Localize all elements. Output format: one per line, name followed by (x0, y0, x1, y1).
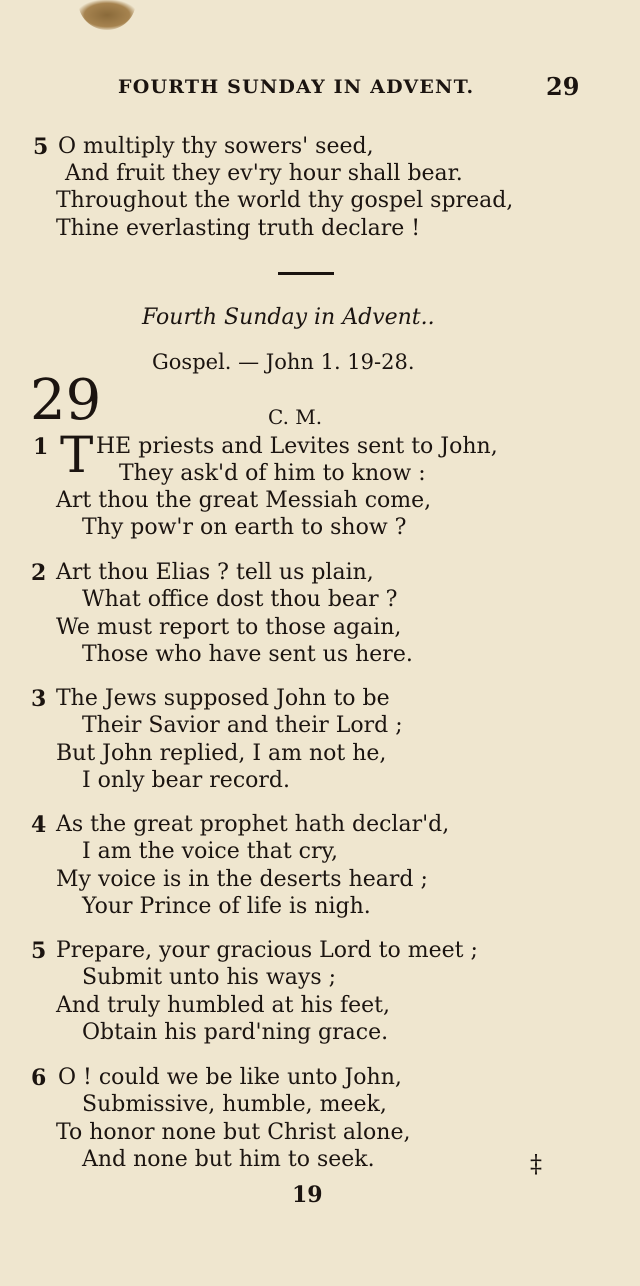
gospel-reference: Gospel. — John 1. 19-28. (152, 350, 415, 374)
stanza-number: 5 (31, 938, 47, 964)
page-number: 29 (546, 72, 580, 101)
verse-line: And truly humbled at his feet, (56, 993, 390, 1018)
verse-line: And none but him to seek. (82, 1147, 375, 1172)
verse-line: O ! could we be like unto John, (58, 1065, 402, 1090)
stanza-number: 6 (31, 1065, 47, 1091)
occasion-title: Fourth Sunday in Advent.. (142, 305, 435, 330)
stanza-number: 1 (33, 434, 49, 460)
verse-line: As the great prophet hath declar'd, (56, 812, 450, 837)
verse-line: Submit unto his ways ; (82, 965, 337, 990)
verse-line: I only bear record. (82, 768, 290, 793)
verse-line: Their Savior and their Lord ; (82, 713, 403, 738)
paper-stain (78, 0, 136, 30)
verse-line: Art thou Elias ? tell us plain, (56, 560, 374, 585)
verse-line: But John replied, I am not he, (56, 741, 387, 766)
verse-line: To honor none but Christ alone, (56, 1120, 411, 1145)
printer-mark: ‡ (530, 1150, 542, 1178)
section-divider (278, 272, 334, 275)
verse-line: My voice is in the deserts heard ; (56, 867, 428, 892)
verse-line: Throughout the world thy gospel spread, (56, 188, 514, 213)
verse-line: They ask'd of him to know : (119, 461, 426, 486)
verse-line: And fruit they ev'ry hour shall bear. (65, 161, 463, 186)
verse-line: Those who have sent us here. (82, 642, 413, 667)
verse-line: HE priests and Levites sent to John, (96, 434, 498, 459)
running-title: FOURTH SUNDAY IN ADVENT. (118, 76, 475, 98)
drop-cap: T (60, 426, 94, 484)
verse-line: Thy pow'r on earth to show ? (82, 515, 407, 540)
verse-line: Art thou the great Messiah come, (56, 488, 432, 513)
verse-line: O multiply thy sowers' seed, (58, 134, 374, 159)
verse-line: Submissive, humble, meek, (82, 1092, 387, 1117)
stanza-number: 5 (33, 134, 49, 160)
stanza-number: 3 (31, 686, 47, 712)
verse-line: The Jews supposed John to be (56, 686, 390, 711)
verse-line: I am the voice that cry, (82, 839, 339, 864)
hymn-meter: C. M. (268, 405, 323, 429)
verse-line: What office dost thou bear ? (82, 587, 398, 612)
stanza-number: 2 (31, 560, 47, 586)
stanza-number: 4 (31, 812, 47, 838)
verse-line: Prepare, your gracious Lord to meet ; (56, 938, 478, 963)
verse-line: Your Prince of life is nigh. (82, 894, 371, 919)
hymn-number: 29 (30, 368, 102, 433)
folio-number: 19 (292, 1182, 323, 1208)
verse-line: Thine everlasting truth declare ! (56, 216, 421, 241)
verse-line: We must report to those again, (56, 615, 402, 640)
verse-line: Obtain his pard'ning grace. (82, 1020, 389, 1045)
